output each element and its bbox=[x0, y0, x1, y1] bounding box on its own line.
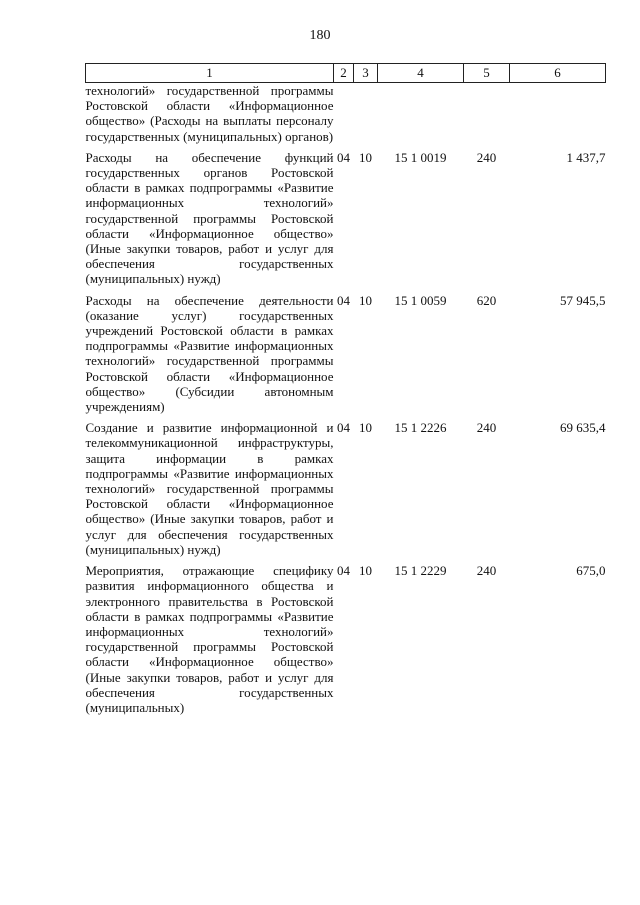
row-section: 04 bbox=[337, 149, 350, 165]
row-amount: 69 635,4 bbox=[560, 420, 606, 436]
row-section: 04 bbox=[337, 292, 350, 308]
row-expense-type: 240 bbox=[476, 420, 497, 436]
row-section: 04 bbox=[337, 420, 350, 436]
row-expense-type: 620 bbox=[476, 292, 497, 308]
row-section: 04 bbox=[337, 563, 350, 579]
table-row bbox=[86, 83, 606, 150]
row-subsection: 10 bbox=[359, 149, 372, 165]
row-subsection bbox=[354, 83, 378, 150]
row-description: Мероприятия, отражающие специфику развития информационного общества и электронного правительства в Ростовской области в рамках подпрограммы «Развитие информационных технологий» государственной программы Ростовской области «Информационное общество» (Иные закупки товаров, работ и услуг для обеспечения государственных (муниципальных) bbox=[85, 563, 334, 715]
row-amount: 1 437,7 bbox=[566, 149, 606, 165]
row-description: Создание и развитие информационной и телекоммуникационной инфраструктуры, защита информации в рамках подпрограммы «Развитие информационных технологий» государственной программы Ростовской области «Информационное общество» (Иные закупки товаров, работ и услуг для обеспечения государственных (муниципальных) нужд) bbox=[85, 420, 334, 557]
row-amount: 57 945,5 bbox=[560, 292, 606, 308]
row-amount: 675,0 bbox=[576, 563, 606, 579]
table-row bbox=[86, 563, 606, 721]
row-description: технологий» государственной программы Ростовской области «Информационное общество» (Расходы на выплаты персоналу государственных (муниципальных) органов) bbox=[85, 83, 334, 144]
row-subsection: 10 bbox=[359, 292, 372, 308]
row-description: Расходы на обеспечение функций государственных органов Ростовской области в рамках подпрограммы «Развитие информационных технологий» государственной программы Ростовской области «Информационное общество» (Иные закупки товаров, работ и услуг для обеспечения государственных (муниципальных) нужд) bbox=[85, 149, 334, 287]
header-col-5: 5 bbox=[464, 64, 510, 83]
row-description: Расходы на обеспечение деятельности (оказание услуг) государственных учреждений Ростовской области в рамках подпрограммы «Развитие информационных технологий» государственной программы Ростовской области «Информационное общество» (Субсидии автономным учреждениям) bbox=[85, 292, 334, 415]
budget-table bbox=[85, 63, 606, 721]
row-amount bbox=[510, 83, 606, 150]
row-expense-type bbox=[464, 83, 510, 150]
table-row bbox=[86, 150, 606, 293]
row-expense-type: 240 bbox=[476, 563, 497, 579]
row-target-article bbox=[378, 83, 464, 150]
row-expense-type: 240 bbox=[476, 149, 497, 165]
table-header bbox=[86, 64, 606, 83]
row-subsection: 10 bbox=[359, 420, 372, 436]
header-col-2: 2 bbox=[334, 64, 354, 83]
header-col-6: 6 bbox=[510, 64, 606, 83]
row-target-article: 15 1 2229 bbox=[394, 563, 447, 579]
row-target-article: 15 1 0059 bbox=[394, 292, 447, 308]
header-col-4: 4 bbox=[378, 64, 464, 83]
table-row bbox=[86, 420, 606, 563]
header-col-1: 1 bbox=[86, 64, 334, 83]
header-col-3: 3 bbox=[354, 64, 378, 83]
page-number: 180 bbox=[309, 28, 331, 43]
row-section bbox=[334, 83, 354, 150]
row-target-article: 15 1 0019 bbox=[394, 149, 447, 165]
row-target-article: 15 1 2226 bbox=[394, 420, 447, 436]
table-row bbox=[86, 293, 606, 421]
row-subsection: 10 bbox=[359, 563, 372, 579]
